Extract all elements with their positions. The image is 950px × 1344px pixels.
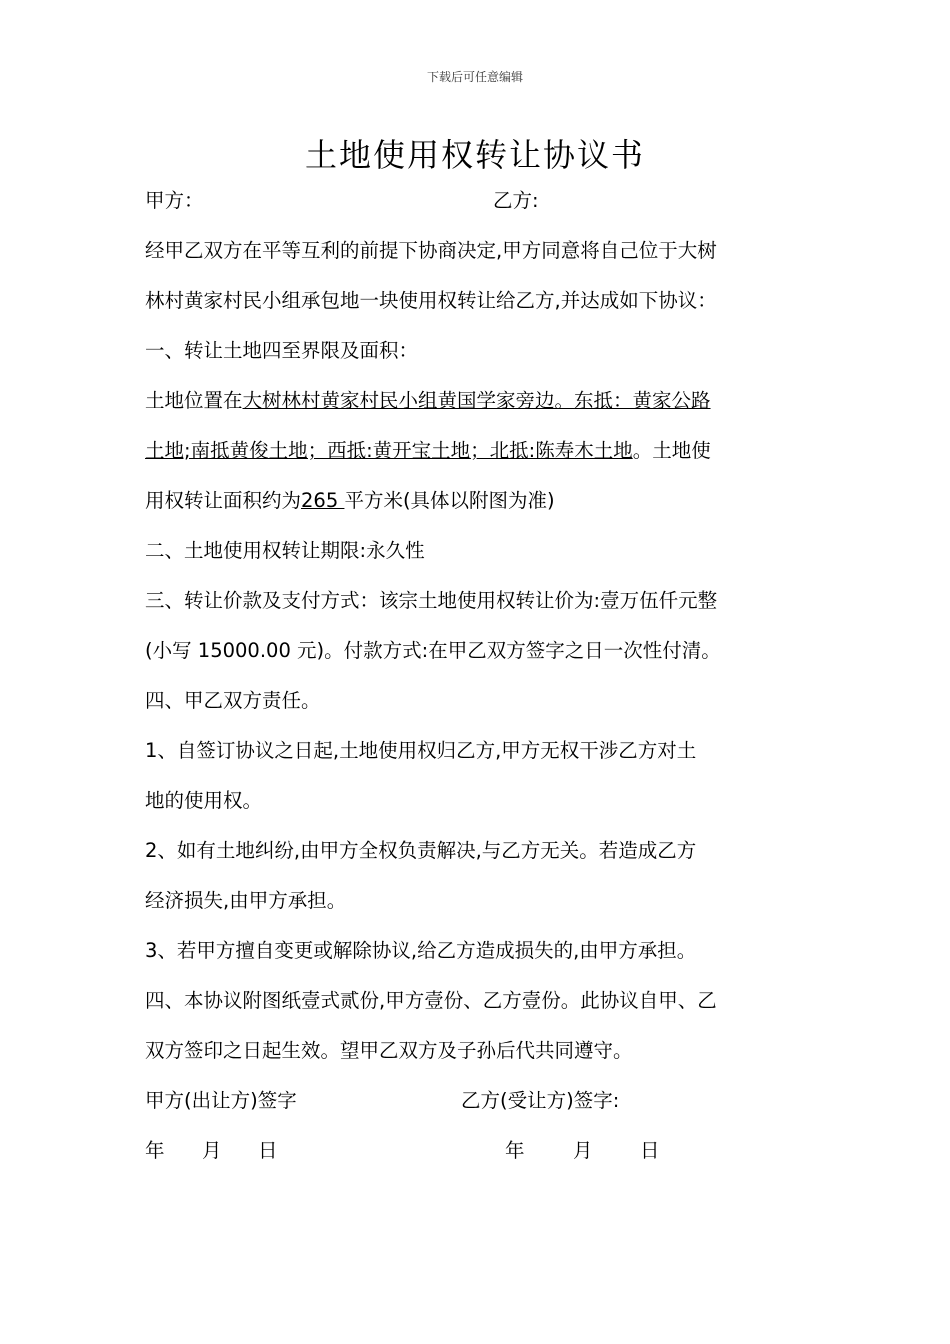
section-5-line-2: 双方签印之日起生效。望甲乙双方及子孙后代共同遵守。 xyxy=(145,1039,633,1062)
date-a-month: 月 xyxy=(202,1139,222,1162)
document-title: 土地使用权转让协议书 xyxy=(304,136,645,174)
item-1-line-2: 地的使用权。 xyxy=(145,789,263,812)
signature-party-a: 甲方(出让方)签字 xyxy=(145,1089,297,1112)
date-a-day: 日 xyxy=(258,1139,278,1162)
location-boundary-2: 土地;南抵黄俊土地；西抵:黄开宝土地；北抵:陈寿木土地 xyxy=(145,439,633,462)
date-b-month: 月 xyxy=(573,1139,593,1162)
location-line-1 xyxy=(145,386,825,416)
area-prefix: 用权转让面积约为 xyxy=(145,489,302,512)
location-suffix: 。土地使 xyxy=(632,439,711,462)
area-suffix: 平方米(具体以附图为准) xyxy=(344,489,555,512)
section-3-line-1: 三、转让价款及支付方式：该宗土地使用权转让价为:壹万伍仟元整 xyxy=(145,589,718,612)
section-1-title: 一、转让土地四至界限及面积： xyxy=(145,339,419,362)
item-2-line-2: 经济损失,由甲方承担。 xyxy=(145,889,347,912)
intro-line-1: 经甲乙双方在平等互利的前提下协商决定,甲方同意将自己位于大树 xyxy=(145,239,717,262)
date-a-year: 年 xyxy=(145,1139,165,1162)
area-line xyxy=(145,486,825,516)
date-b-day: 日 xyxy=(640,1139,660,1162)
item-2-line-1: 2、如有土地纠纷,由甲方全权负责解决,与乙方无关。若造成乙方 xyxy=(145,839,697,862)
party-a-label: 甲方： xyxy=(145,189,204,212)
section-3-line-2: (小写 15000.00 元)。付款方式:在甲乙双方签字之日一次性付清。 xyxy=(145,639,721,662)
section-4-title: 四、甲乙双方责任。 xyxy=(145,689,321,712)
location-prefix: 土地位置在 xyxy=(145,389,243,412)
signature-party-b: 乙方(受让方)签字: xyxy=(461,1089,620,1112)
section-5-line-1: 四、本协议附图纸壹式贰份,甲方壹份、乙方壹份。此协议自甲、乙 xyxy=(145,989,717,1012)
area-value: 265 xyxy=(301,489,345,512)
section-2: 二、土地使用权转让期限:永久性 xyxy=(145,539,425,562)
item-3: 3、若甲方擅自变更或解除协议,给乙方造成损失的,由甲方承担。 xyxy=(145,939,697,962)
location-line-2 xyxy=(145,436,825,466)
intro-line-2: 林村黄家村民小组承包地一块使用权转让给乙方,并达成如下协议： xyxy=(145,289,717,312)
party-b-label: 乙方: xyxy=(493,189,539,212)
item-1-line-1: 1、自签订协议之日起,土地使用权归乙方,甲方无权干涉乙方对土 xyxy=(145,739,697,762)
header-note: 下载后可任意编辑 xyxy=(426,70,523,84)
date-b-year: 年 xyxy=(505,1139,525,1162)
location-boundary-1: 大树林村黄家村民小组黄国学家旁边。东抵：黄家公路 xyxy=(242,389,711,412)
